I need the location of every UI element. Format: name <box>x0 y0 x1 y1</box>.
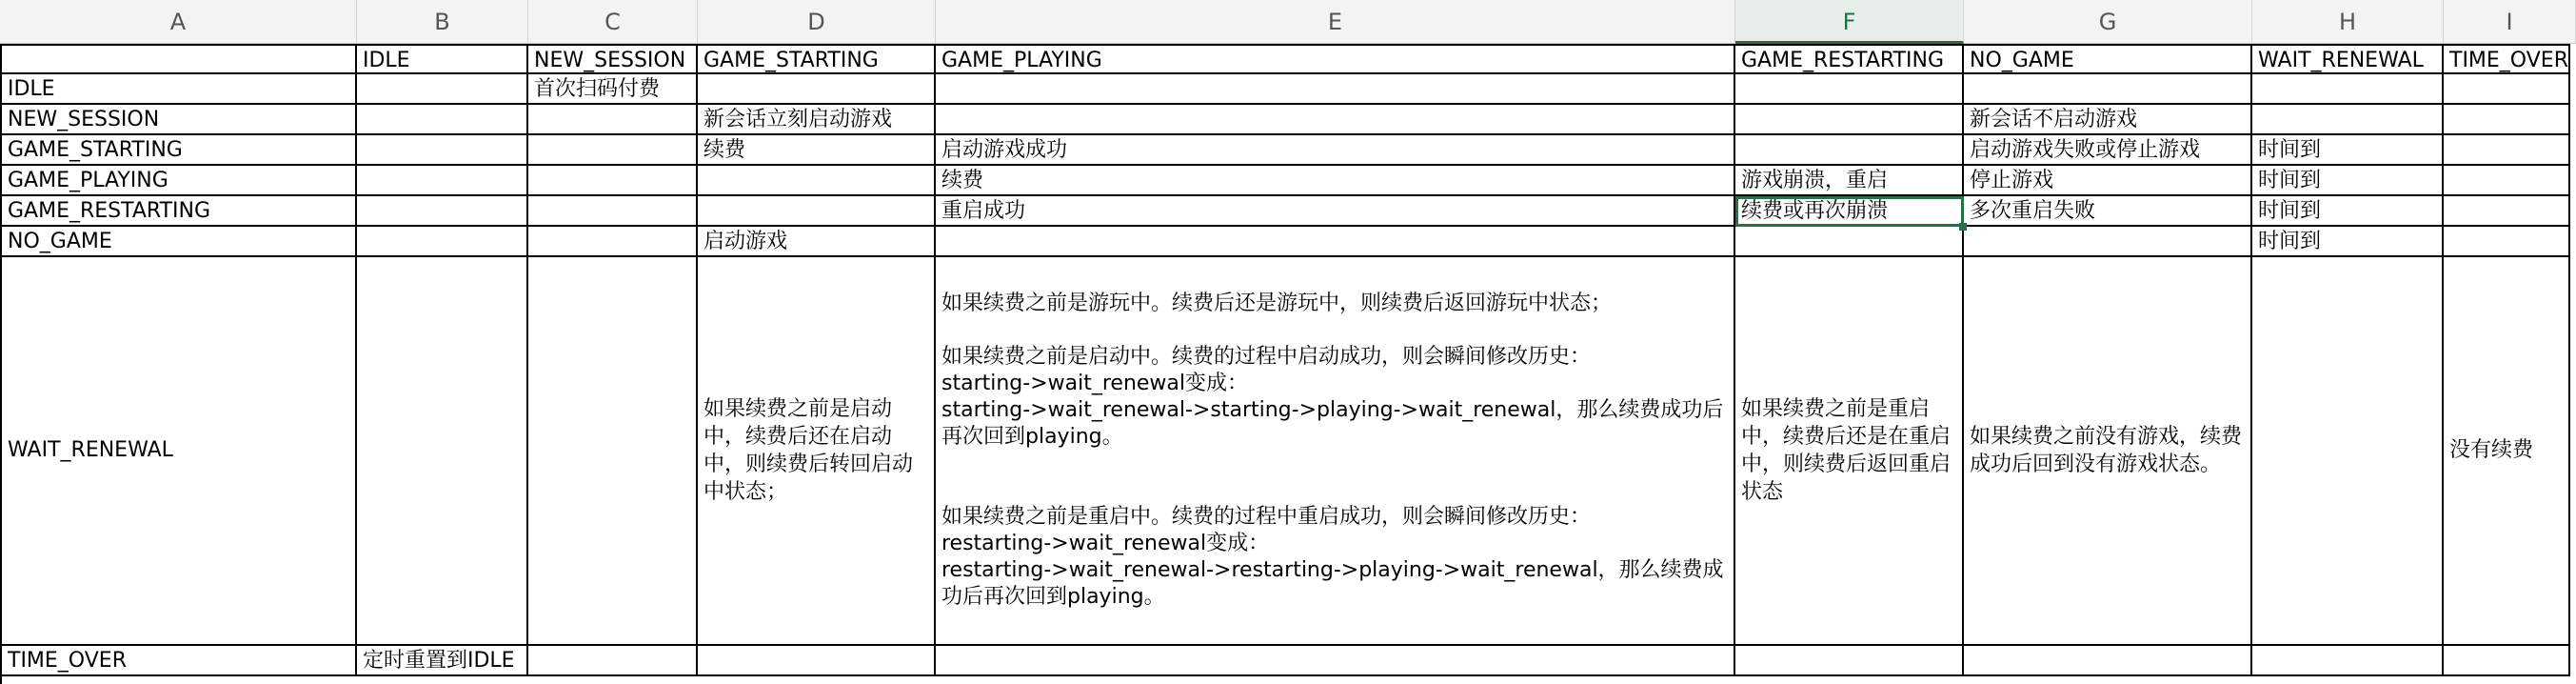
cell-b8[interactable] <box>357 257 528 646</box>
cell-c3[interactable] <box>528 105 698 135</box>
cell-h7[interactable]: 时间到 <box>2252 227 2444 257</box>
cell-g7[interactable] <box>1964 227 2252 257</box>
column-header-g[interactable]: G <box>1964 0 2252 44</box>
row-label-idle[interactable]: IDLE <box>2 74 357 105</box>
cell-g6[interactable]: 多次重启失败 <box>1964 196 2252 227</box>
cell-f3[interactable] <box>1735 105 1964 135</box>
cell-b6[interactable] <box>357 196 528 227</box>
cell-f1[interactable]: GAME_RESTARTING <box>1735 46 1964 74</box>
cell-g1[interactable]: NO_GAME <box>1964 46 2252 74</box>
cell-d2[interactable] <box>698 74 936 105</box>
selection-fill-handle[interactable] <box>1959 223 1967 231</box>
column-header-d[interactable]: D <box>698 0 936 44</box>
cell-c6[interactable] <box>528 196 698 227</box>
cell-c9[interactable] <box>528 646 698 676</box>
cell-e4[interactable]: 启动游戏成功 <box>936 135 1735 166</box>
cell-e2[interactable] <box>936 74 1735 105</box>
column-header-e[interactable]: E <box>936 0 1735 44</box>
cell-h4[interactable]: 时间到 <box>2252 135 2444 166</box>
cell-b1[interactable]: IDLE <box>357 46 528 74</box>
cell-c8[interactable] <box>528 257 698 646</box>
cell-i5[interactable] <box>2444 166 2570 196</box>
cell-f2[interactable] <box>1735 74 1964 105</box>
cell-g2[interactable] <box>1964 74 2252 105</box>
cell-d8[interactable] <box>698 257 936 646</box>
cell-e1[interactable]: GAME_PLAYING <box>936 46 1735 74</box>
cell-f7[interactable] <box>1735 227 1964 257</box>
cell-g8-text: 如果续费之前没有游戏，续费成功后回到没有游戏状态。 <box>1970 425 2243 476</box>
cell-i4[interactable] <box>2444 135 2570 166</box>
row-label-no-game[interactable]: NO_GAME <box>2 227 357 257</box>
cell-i1[interactable]: TIME_OVER <box>2444 46 2570 74</box>
cell-d7[interactable]: 启动游戏 <box>698 227 936 257</box>
column-header-h[interactable]: H <box>2252 0 2444 44</box>
cell-f4[interactable] <box>1735 135 1964 166</box>
cell-b3[interactable] <box>357 105 528 135</box>
cell-d8-text: 如果续费之前是启动中，续费后还在启动中，则续费后转回启动中状态； <box>703 397 914 504</box>
cell-d1[interactable]: GAME_STARTING <box>698 46 936 74</box>
row-label-game-starting[interactable]: GAME_STARTING <box>2 135 357 166</box>
cell-h1[interactable]: WAIT_RENEWAL <box>2252 46 2444 74</box>
cell-e8-text: 如果续费之前是游玩中。续费后还是游玩中，则续费后返回游玩中状态； 如果续费之前是启动中。续费的过程中启动成功，则会瞬间修改历史： starting->wait_renewal变成： starting->wait_renewal->starting->playing->wait_renewal，那么续费成功后再次回到playing。 如果续费之前是重启中。续费的过程中重启成功，则会瞬间修改历史： restarting->wait_renewal变成： restarting->wait_renewal->restarting->playing->wait_renewal，那么续费成功后再次回到playing。 <box>941 292 1724 609</box>
cell-c1[interactable]: NEW_SESSION <box>528 46 698 74</box>
cell-g8[interactable] <box>1964 257 2252 646</box>
cell-c5[interactable] <box>528 166 698 196</box>
cell-i2[interactable] <box>2444 74 2570 105</box>
cell-h2[interactable] <box>2252 74 2444 105</box>
cell-e6[interactable]: 重启成功 <box>936 196 1735 227</box>
row-label-new-session[interactable]: NEW_SESSION <box>2 105 357 135</box>
cell-i6[interactable] <box>2444 196 2570 227</box>
cell-i7[interactable] <box>2444 227 2570 257</box>
row-label-wait-renewal-text: WAIT_RENEWAL <box>8 438 173 462</box>
cell-g4[interactable]: 启动游戏失败或停止游戏 <box>1964 135 2252 166</box>
cell-b9[interactable]: 定时重置到IDLE <box>357 646 528 676</box>
cell-d3[interactable]: 新会话立刻启动游戏 <box>698 105 936 135</box>
cell-h6[interactable]: 时间到 <box>2252 196 2444 227</box>
cell-f8[interactable] <box>1735 257 1964 646</box>
column-header-b[interactable]: B <box>357 0 528 44</box>
cell-f9[interactable] <box>1735 646 1964 676</box>
cell-f8-text: 如果续费之前是重启中，续费后还是在重启中，则续费后返回重启状态 <box>1741 397 1952 504</box>
cell-b7[interactable] <box>357 227 528 257</box>
row-label-game-restarting[interactable]: GAME_RESTARTING <box>2 196 357 227</box>
cell-e7[interactable] <box>936 227 1735 257</box>
cell-h5[interactable]: 时间到 <box>2252 166 2444 196</box>
cell-i8[interactable] <box>2444 257 2570 646</box>
cell-b2[interactable] <box>357 74 528 105</box>
cell-h8[interactable] <box>2252 257 2444 646</box>
cell-e5[interactable]: 续费 <box>936 166 1735 196</box>
cell-d5[interactable] <box>698 166 936 196</box>
cell-i8-text: 没有续费 <box>2449 438 2534 462</box>
cell-d9[interactable] <box>698 646 936 676</box>
cell-g9[interactable] <box>1964 646 2252 676</box>
cell-f5[interactable]: 游戏崩溃，重启 <box>1735 166 1964 196</box>
cell-g5[interactable]: 停止游戏 <box>1964 166 2252 196</box>
cell-e9[interactable] <box>936 646 1735 676</box>
row-label-time-over[interactable]: TIME_OVER <box>2 646 357 676</box>
row-label-wait-renewal[interactable] <box>2 257 357 646</box>
cell-g3[interactable]: 新会话不启动游戏 <box>1964 105 2252 135</box>
cell-d4[interactable]: 续费 <box>698 135 936 166</box>
cell-b4[interactable] <box>357 135 528 166</box>
column-header-c[interactable]: C <box>528 0 698 44</box>
cell-h3[interactable] <box>2252 105 2444 135</box>
cell-c4[interactable] <box>528 135 698 166</box>
cell-b5[interactable] <box>357 166 528 196</box>
cell-c7[interactable] <box>528 227 698 257</box>
cell-f6-selected[interactable]: 续费或再次崩溃 <box>1735 196 1964 227</box>
cell-c2[interactable]: 首次扫码付费 <box>528 74 698 105</box>
column-header-a[interactable]: A <box>0 0 357 44</box>
cell-h9[interactable] <box>2252 646 2444 676</box>
column-header-f[interactable]: F <box>1735 0 1964 44</box>
cell-d6[interactable] <box>698 196 936 227</box>
row-label-game-playing[interactable]: GAME_PLAYING <box>2 166 357 196</box>
cell-e3[interactable] <box>936 105 1735 135</box>
column-header-i[interactable]: I <box>2444 0 2576 44</box>
cell-i3[interactable] <box>2444 105 2570 135</box>
cell-e8[interactable] <box>936 257 1735 646</box>
cell-i9[interactable] <box>2444 646 2570 676</box>
cell-a1[interactable] <box>2 46 357 74</box>
